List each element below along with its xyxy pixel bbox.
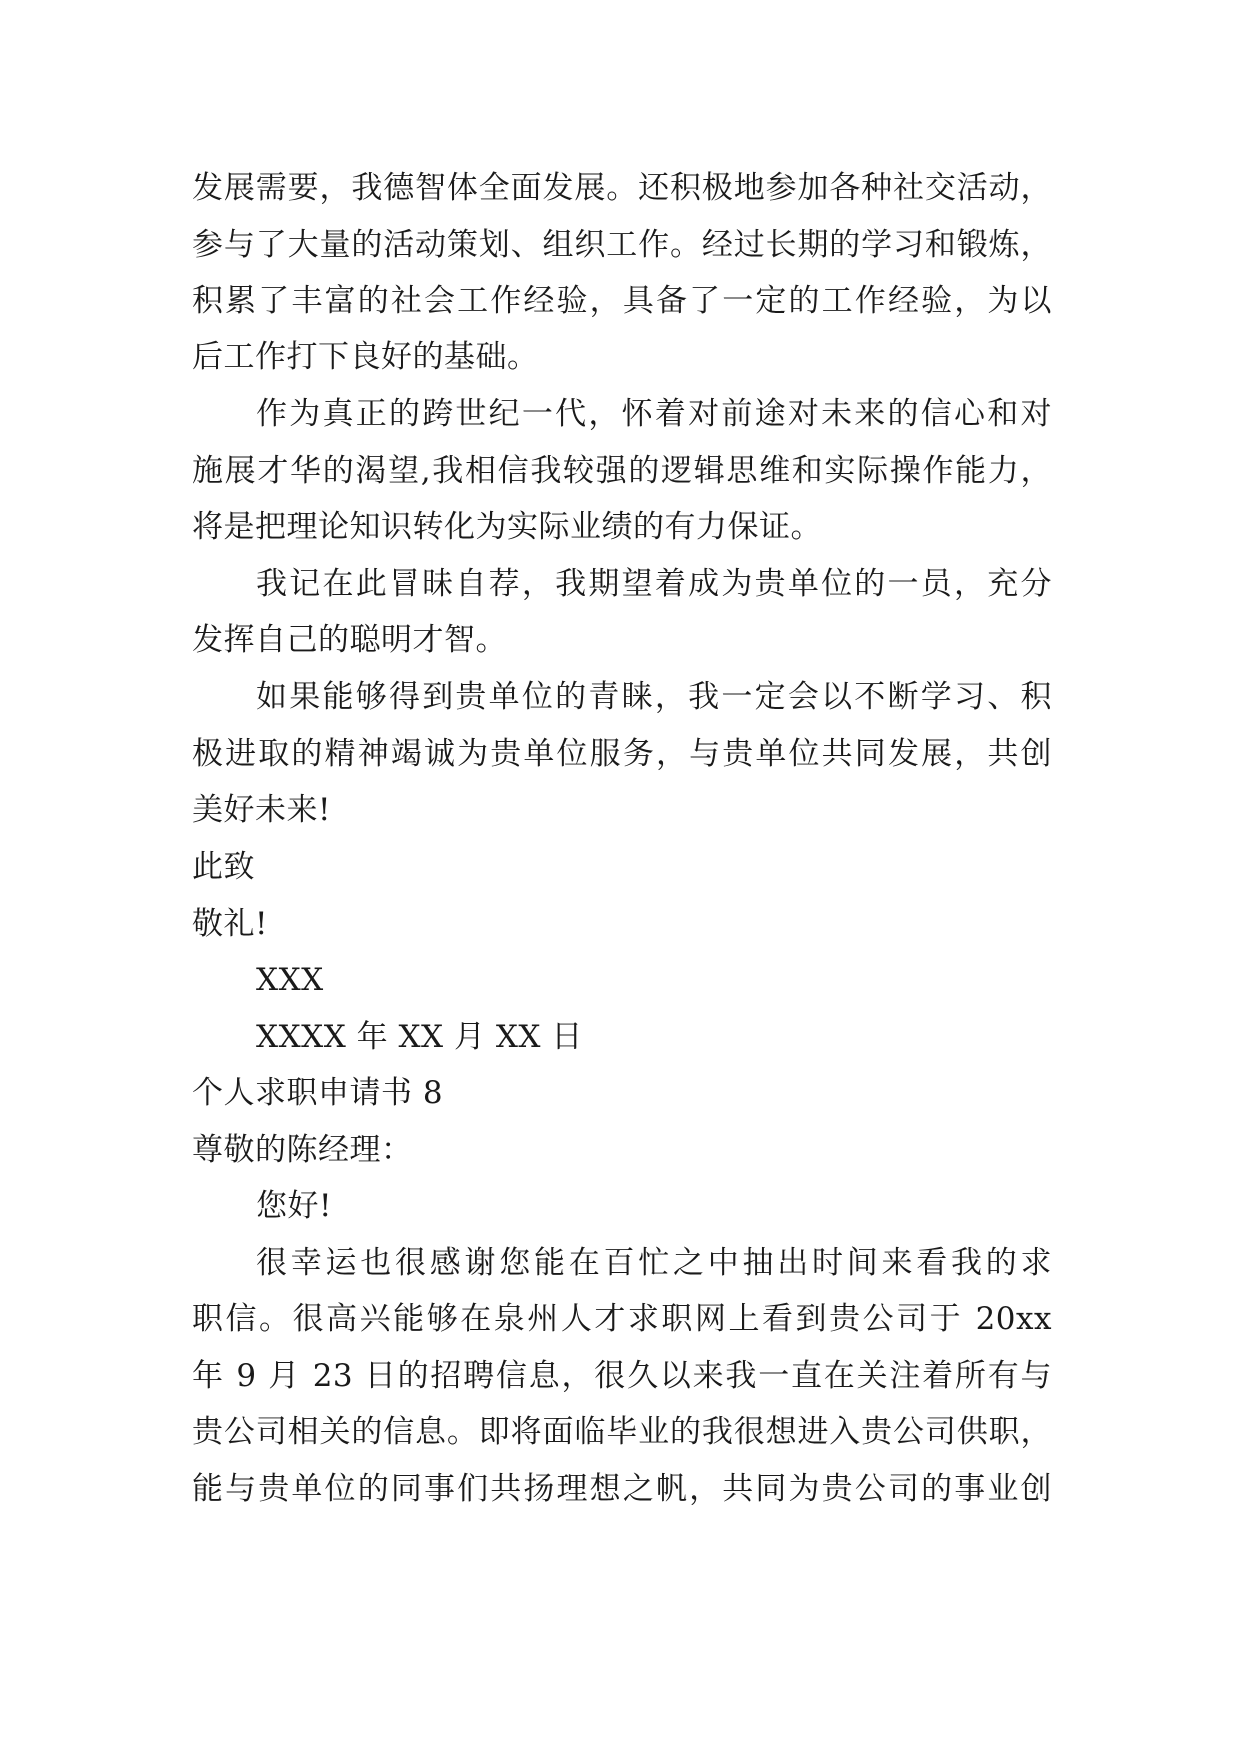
paragraph-line: 极进取的精神竭诚为贵单位服务，与贵单位共同发展，共创 bbox=[192, 736, 1052, 772]
paragraph-line: 发展需要，我德智体全面发展。还积极地参加各种社交活动， bbox=[192, 170, 1052, 206]
paragraph-line: 发挥自己的聪明才智。 bbox=[192, 622, 507, 658]
paragraph-line: 美好未来! bbox=[192, 792, 331, 828]
paragraph-line: 将是把理论知识转化为实际业绩的有力保证。 bbox=[192, 509, 822, 545]
greeting-line: 您好! bbox=[256, 1188, 332, 1224]
closing-salutation: 敬礼! bbox=[192, 906, 268, 942]
paragraph-line: 作为真正的跨世纪一代，怀着对前途对未来的信心和对 bbox=[256, 396, 1052, 432]
letter-salutation: 尊敬的陈经理： bbox=[192, 1132, 413, 1168]
paragraph-line: 施展才华的渴望,我相信我较强的逻辑思维和实际操作能力， bbox=[192, 453, 1052, 489]
paragraph-line: 职信。很高兴能够在泉州人才求职网上看到贵公司于 20xx bbox=[192, 1301, 1052, 1337]
paragraph-line: 后工作打下良好的基础。 bbox=[192, 339, 539, 375]
paragraph-line: 很幸运也很感谢您能在百忙之中抽出时间来看我的求 bbox=[256, 1245, 1052, 1281]
paragraph-line: 贵公司相关的信息。即将面临毕业的我很想进入贵公司供职， bbox=[192, 1414, 1052, 1450]
signature-name: XXX bbox=[256, 962, 324, 998]
closing-line: 此致 bbox=[192, 849, 255, 885]
paragraph-line: 能与贵单位的同事们共扬理想之帆，共同为贵公司的事业创 bbox=[192, 1471, 1052, 1507]
paragraph-line: 积累了丰富的社会工作经验，具备了一定的工作经验，为以 bbox=[192, 283, 1052, 319]
paragraph-line: 我记在此冒昧自荐，我期望着成为贵单位的一员，充分 bbox=[256, 566, 1052, 602]
signature-date: XXXX 年 XX 月 XX 日 bbox=[256, 1019, 583, 1055]
paragraph-line: 年 9 月 23 日的招聘信息，很久以来我一直在关注着所有与 bbox=[192, 1358, 1052, 1394]
section-title: 个人求职申请书 8 bbox=[192, 1075, 444, 1111]
paragraph-line: 参与了大量的活动策划、组织工作。经过长期的学习和锻炼， bbox=[192, 227, 1052, 263]
paragraph-line: 如果能够得到贵单位的青睐，我一定会以不断学习、积 bbox=[256, 679, 1052, 715]
